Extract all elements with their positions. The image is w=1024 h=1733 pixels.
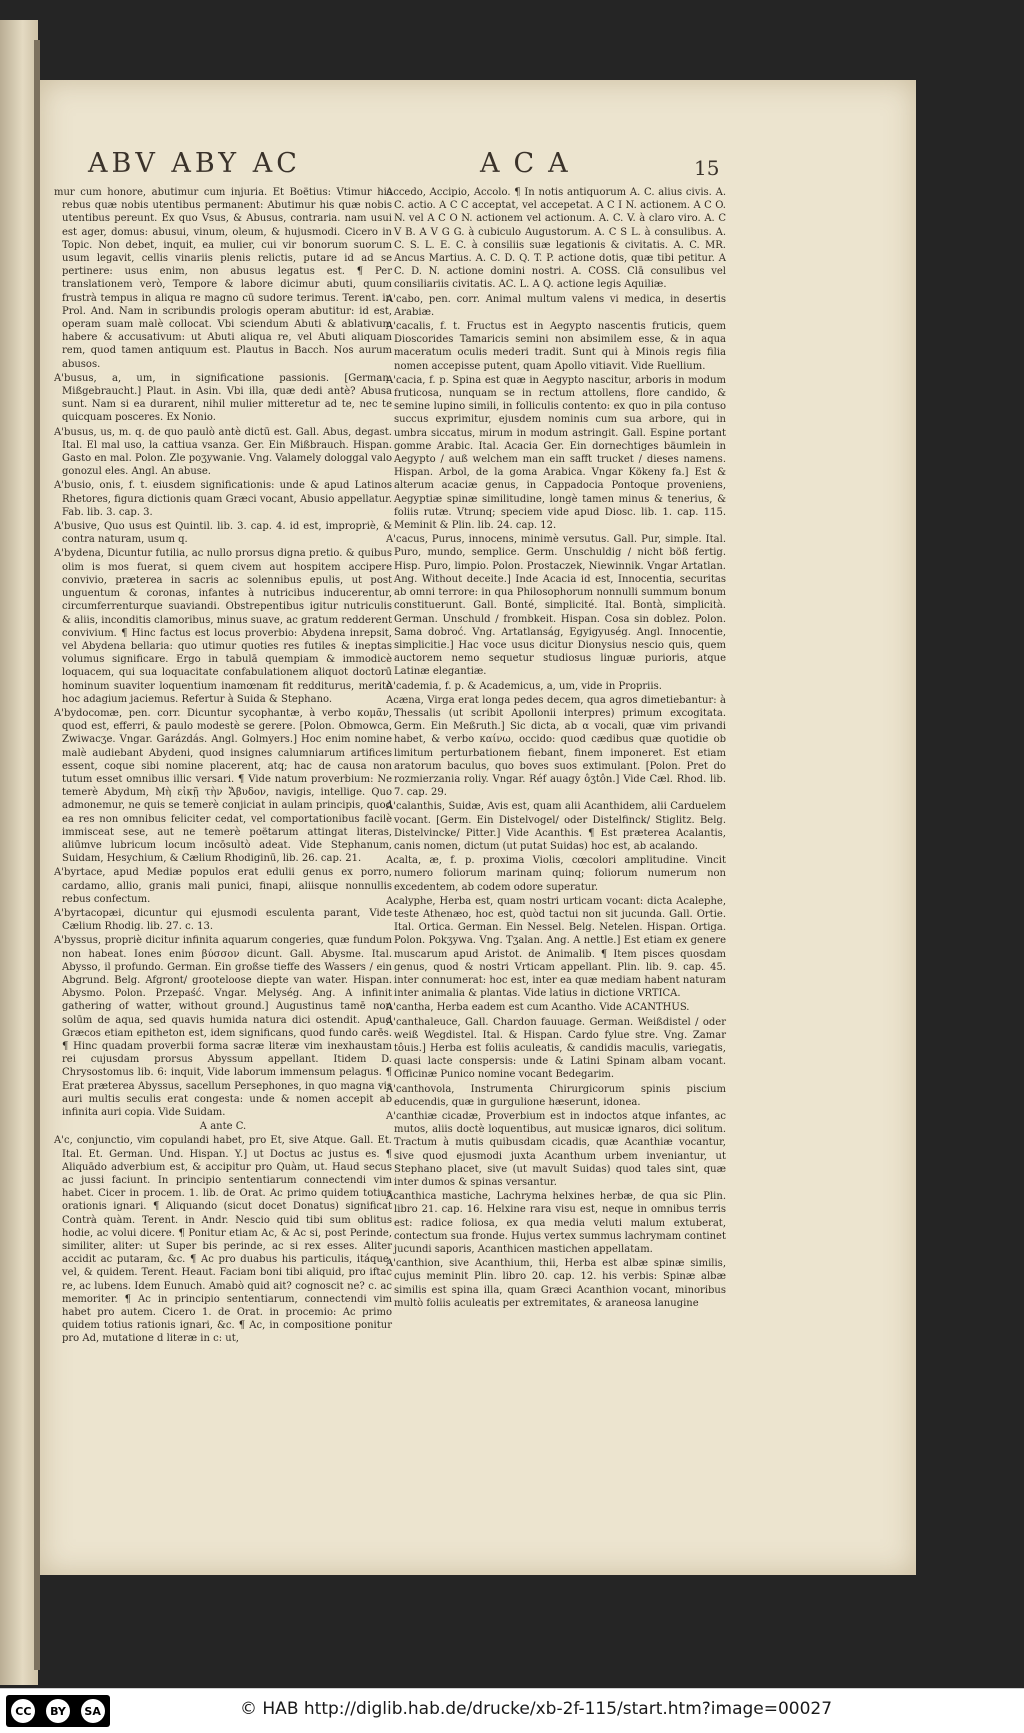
dictionary-entry: A'cantha, Herba eadem est cum Acantho. Vide ACANTHUS. (386, 1002, 690, 1014)
running-head-center: ACA (480, 148, 582, 179)
by-icon: BY (46, 1699, 70, 1723)
dictionary-entry: A'busus, us, m. q. de quo paulò antè dictū est. Gall. Abus, degast. Ital. El mal uso, la cattiua vsanza. Ger. Ein Mißbrauch. Hispan. Gasto en mal. Polon. Zle poʒywanie. Vng. Valamely dologgal valo gonozul eles. Angl. An abuse. (54, 426, 392, 478)
source-url-text[interactable]: © HAB http://diglib.hab.de/drucke/xb-2f-115/start.htm?image=00027 (240, 1699, 833, 1719)
dictionary-entry: Acalyphe, Herba est, quam nostri urticam vocant: dicta Acalephe, teste Athenæo, hoc est, quòd tactui non sit jucunda. Gall. Ortie. Ital. Ortica. German. Ein Nessel. Belg. Netelen. Hispan. Ortiga. Polon. Pokʒywa. Vng. Tʒalan. Ang. A nettle.] Est etiam ex genere muscarum apud Aristot. de Animalib. ¶ Item pisces quosdam genus, quod & nostri Vrticam appellant. Plin. lib. 9. cap. 45. inter connumerat: hoc est, inter ea quæ mediam habent naturam inter animalia & plantas. Vide latius in dictione VRTICA. (386, 895, 726, 1000)
dictionary-entry: A'c, conjunctio, vim copulandi habet, pro Et, sive Atque. Gall. Et. Ital. Et. German. Und. Hispan. Y.] ut Doctus ac justus es. ¶ Aliquādo adverbium est, & accipitur pro Quàm, ut. Haud secus ac jussi faciunt. In principio sententiarum connectendi vim habet. Cicer in procem. 1. lib. de Orat. Ac primo quidem totius orationis ignari. ¶ Aliquando (sicut docet Donatus) significat Contrà quàm. Terent. in Andr. Nescio quid tibi sum oblitus hodie, ac volui dicere. ¶ Ponitur etiam Ac, & Ac si, post Perinde, similiter, aliter: ut Super bis perinde, ac si rex esses. Aliter accidit ac putaram, &c. ¶ Ac pro duabus his particulis, itáque, vel, & quidem. Terent. Heaut. Faciam boni tibi aliquid, pro iftac re, ac lubens. Idem Eunuch. Amabò quid ait? cognoscit ne? c. ac memoriter. ¶ Ac in principio sententiarum, connectendi vim habet pro autem. Cicero 1. de Orat. in procemio: Ac primo quidem totius rationis ignari, &c. ¶ Ac, in compositione ponitur pro Ad, mutatione d literæ in c: ut, (54, 1135, 392, 1345)
page-number: 15 (694, 156, 720, 180)
dictionary-entry: A'bydena, Dicuntur futilia, ac nullo prorsus digna pretio. & quibus olim is mos fuerat, si quem civem aut hospitem accipere convivio, præterea in sacris ac solennibus epulis, ut post unguentum & coronas, infantes à nutricibus inducerentur, circumferrenturque suaviandi. Obstrepentibus igitur nutriculis & aliis, inconditis clamoribus, minus suave, ac gratum redderent convivium. ¶ Hinc factus est locus proverbio: Abydena inrepsit, vel Abydena bellaria: quo utimur quoties res futiles & ineptas volumus significare. Ergo in tabulā quempiam & immodicè loquacem, qui sua loquacitate confabulationem aliquot doctorū hominum suaviter loquentium inamœnam fit redditurus, meritò hoc adagium jaciemus. Refertur à Suida & Stephano. (54, 548, 392, 705)
previous-page-edge (0, 20, 38, 1685)
dictionary-entry: A'byrtacopæi, dicuntur qui ejusmodi esculenta parant, Vide Cælium Rhodig. lib. 27. c. 13. (54, 907, 392, 933)
sa-icon: SA (81, 1699, 105, 1723)
cc-icon: CC (11, 1699, 35, 1723)
dictionary-entry: A'byrtace, apud Mediæ populos erat edulii genus ex porro, cardamo, allio, granis mali punici, finapi, aliisque nonnullis rebus confectum. (54, 867, 392, 905)
dictionary-entry: A'cademia, f. p. & Academicus, a, um, vide in Propriis. (386, 680, 662, 692)
dictionary-entry: A'canthion, sive Acanthium, thii, Herba est albæ spinæ similis, cujus meminit Plin. libro 20. cap. 12. his verbis: Spinæ albæ similis est spina illa, quam Græci Acanthion vocant, minoribus multò foliis aculeatis per extremitates, & araneosa lanugine (386, 1258, 726, 1309)
viewer-footer (0, 1688, 1024, 1733)
right-column (386, 186, 726, 1311)
dictionary-entry: A'busus, a, um, in significatione passionis. [German. Mißgebraucht.] Plaut. in Asin. Vbi illa, quæ dedi antè? Abusa sunt. Nam si ea durarent, nihil mulier mitteretur ad te, nec te quicquam posceres. Ex Nonio. (54, 372, 392, 424)
left-column (54, 186, 392, 1347)
dictionary-entry: A'byssus, propriè dicitur infinita aquarum congeries, quæ fundum non habeat. Iones enim βύσσον dicunt. Gall. Abysme. Ital. Abysso, il profundo. German. Ein großse tieffe des Wassers / ein Abgrund. Belg. Afgront/ grooteloose diepte van water. Hispan. Abysmo. Polon. Przepaść. Vngar. Melység. Ang. A infinit gathering of watter, without ground.] Augustinus tamē non solūm de aqua, sed quavis humida natura dici ostendit. Apud Græcos etiam epitheton est, idem significans, quod fundo carēs. ¶ Hinc quadam proverbii forma sacræ literæ vim inexhaustam rei cujusdam prorsus Abyssum appellant. Itidem D. Chrysostomus lib. 6: inquit, Vide laborum immensum pelagus. ¶ Erat præterea Abyssus, sacellum Persephones, in quo magna vis auri multis seculis erat congesta: unde & nomen accepit ab infinita auri copia. Vide Suidam. (54, 935, 392, 1119)
dictionary-entry: A'busio, onis, f. t. eiusdem significationis: unde & apud Latinos Rhetores, figura dictionis quam Græci vocant, Abusio appellatur. Fab. lib. 3. cap. 3. (54, 480, 392, 518)
dictionary-entry: Acanthica mastiche, Lachryma helxines herbæ, de qua sic Plin. libro 21. cap. 16. Helxine rara visu est, neque in omnibus terris est: radice foliosa, ex qua media veluti malum extuberat, contectum sua fronde. Hujus vertex summus lachrymam continet jucundi saporis, Acanthicen mastichen appellatam. (386, 1191, 726, 1256)
dictionary-entry: A'canthaleuce, Gall. Chardon fauuage. German. Weißdistel / oder weiß Wegdistel. Ital. & Hispan. Cardo fylue stre. Vng. Zamar tôuis.] Herba est foliis aculeatis, & candidis maculis, variegatis, quasi lacte conspersis: unde & Latini Spinam albam vocant. Officinæ Punico nomine vocant Bedegarim. (386, 1016, 726, 1081)
cc-license-badge[interactable] (6, 1695, 110, 1727)
dictionary-entry: A'busive, Quo usus est Quintil. lib. 3. cap. 4. id est, impropriè, & contra naturam, usum q. (54, 521, 392, 546)
dictionary-entry: A'cacus, Purus, innocens, minimè versutus. Gall. Pur, simple. Ital. Puro, mundo, semplice. Germ. Unschuldig / nicht böß fertig. Hisp. Puro, limpio. Polon. Prostaczek, Niewinnik. Vngar Artatlan. Ang. Without deceite.] Inde Acacia id est, Innocentia, securitas ab omni terrore: in qua Philosophorum nonnulli summum bonum constituerunt. Gall. Bonté, simplicité. Ital. Bontà, simplicità. German. Unschuld / frombkeit. Hispan. Cosa sin doblez. Polon. Sama dobroć. Vng. Artatlanság, Egyigyuség. Angl. Innocentie, simplicitie.] Hac voce usus dicitur Dionysius nescio quis, quem auctorem nemo sequetur studiosus linguæ purioris, atque Latinæ elegantiæ. (386, 534, 726, 678)
dictionary-entry: Acalta, æ, f. p. proxima Violis, cœcolori amplitudine. Vincit numero foliorum marinam quinq; foliorum numerum non excedentem, ab codem odore superatur. (386, 855, 726, 893)
dictionary-entry: A'canthovola, Instrumenta Chirurgicorum spinis piscium educendis, quæ in gurgulione hæserunt, idonea. (386, 1083, 726, 1108)
dictionary-entry: Accedo, Accipio, Accolo. ¶ In notis antiquorum A. C. alius civis. A. C. actio. A C C acceptat, vel accepetat. A C I N. actionem. A C O. N. vel A C O N. actionem vel actionum. A. C. V. à claro viro. A. C V B. A V G G. à cubiculo Augustorum. A. C S L. à consulibus. A. C. S. L. E. C. à consiliis suæ legationis & civitatis. A. C. MR. Ancus Martius. A. C. D. Q. T. P. actione dotis, quæ tibi petitur. A C. D. N. actione domini nostri. A. COSS. Clā consulibus vel consiliariis civitatis. AC. L. A Q. actione legis Aquiliæ. (386, 187, 726, 291)
dictionary-entry: Acæna, Virga erat longa pedes decem, qua agros dimetiebantur: à Thessalis (ut scribit Apollonii interpres) primum excogitata. Germ. Ein Meßruth.] Sic dicta, ab α vocali, quæ vim privandi habet, & verbo καίνω, occido: quod cædibus quæ quotidie ob limitum perturbationem fiebant, finem imponeret. Est etiam aratorum baculus, quo boves suos extimulant. [Polon. Pret do rozmierzania roliy. Vngar. Réf auagy ôʒtôn.] Vide Cæl. Rhod. lib. 7. cap. 29. (386, 694, 726, 799)
dictionary-entry: A'cabo, pen. corr. Animal multum valens vi medica, in desertis Arabiæ. (386, 293, 726, 318)
dictionary-entry: A ante C. (199, 1121, 247, 1133)
dictionary-entry: A'canthiæ cicadæ, Proverbium est in indoctos atque infantes, ac mutos, aliis doctè loquentibus, aut musicæ ignaros, dici solitum. Tractum à mutis quibusdam cicadis, quæ Acanthiæ vocantur, sive quod ejusmodi juxta Acanthum urbem inveniantur, ut Stephano placet, sive (ut mavult Suidas) quod tales sint, quæ inter dumos & spinas versantur. (386, 1111, 726, 1189)
dictionary-entry: A'cacia, f. p. Spina est quæ in Aegypto nascitur, arboris in modum fruticosa, nunquam se in rectum attollens, flore candido, & semine lupino simili, in folliculis contento: ex quo in pila contuso succus exprimitur, ejusdem nominis cum sua arbore, qui in umbra siccatus, mirum in modum astringit. Gall. Espine portant gomme Arabic. Ital. Acacia Ger. Ein dornechtiges bäumlein in Aegypto / auß welchem man ein safft trucket / dieses namens. Hispan. Arbol, de la goma Arabica. Vngar Kökeny fa.] Est & alterum acaciæ genus, in Cappadocia Pontoque proveniens, Aegyptiæ spinæ similitudine, longè tamen minus & tenerius, & foliis rutæ. Vtrunq; speciem vide apud Diosc. lib. 1. cap. 115. Meminit & Plin. lib. 24. cap. 12. (386, 374, 726, 532)
dictionary-entry: A'calanthis, Suidæ, Avis est, quam alii Acanthidem, alii Carduelem vocant. [Germ. Ein Distelvogel/ oder Distelfinck/ Stiglitz. Belg. Distelvincke/ Pitter.] Vide Acanthis. ¶ Est præterea Acalantis, canis nomen, dictum (ut putat Suidas) hoc est, ab acalando. (386, 801, 726, 852)
running-head-left: ABV ABY AC (88, 148, 301, 179)
dictionary-entry: A'cacalis, f. t. Fructus est in Aegypto nascentis fruticis, quem Dioscorides Tamaricis semini non absimilem esse, & in aqua maceratum oculis mederi tradit. Sunt qui à Minois regis filia nomen accepisse putent, quam Apollo vitiavit. Vide Ruellium. (386, 321, 726, 372)
dictionary-entry: A'bydocomæ, pen. corr. Dicuntur sycophantæ, à verbo κομᾶν, quod est, efferri, & paulo modestè se gerere. [Polon. Obmowca, Zwiwacʒe. Vngar. Garázdás. Angl. Golmyers.] Hoc enim nomine malè audiebant Abydeni, quod insignes calumniarum artifices essent, coque sibi nomine placerent, atq; hac de causa non tutum esset omnibus illic versari. ¶ Vide natum proverbium: Ne temerè Abydum, Μὴ εἰκῇ τὴν Ἄβυδον, navigis, intellige. Quo admonemur, ne quis se temerè conjiciat in aulam principis, quod ea res non omnibus feliciter cedat, vel comportationibus facilè immisceat sese, aut ne temerè poëtarum attingat literas, aliūmve lubricum locum incōsultò adeat. Vide Stephanum, Suidam, Hesychium, & Cælium Rhodiginū, lib. 26. cap. 21. (54, 707, 392, 865)
dictionary-entry: mur cum honore, abutimur cum injuria. Et Boëtius: Vtimur his rebus quæ nobis utentibus permanent: Abutimur his quæ nobis utentibus pereunt. Ex quo Vsus, & Abusus, contraria. nam usui est ager, domus: abusui, vinum, oleum, & hujusmodi. Cicero in Topic. Non debet, inquit, ea mulier, cui vir bonorum suorum usum legavit, cellis vinariis plenis relictis, putare id ad se pertinere: usus enim, non abusus legatus est. ¶ Per translationem verò, Tempore & labore dicimur abuti, quum frustrà tempus in aliqua re magno cū sudore terimus. Terent. in Prol. And. Nam in scribundis prologis operam abutitur: id est, operam suam malè collocat. Vbi sciendum Abuti & ablativum habere & accusativum: ut Abuti aliqua re, vel Abuti aliquam rem, quod tamen antiquum est. Plautus in Bacch. Nos aurum abusos. (54, 187, 392, 370)
